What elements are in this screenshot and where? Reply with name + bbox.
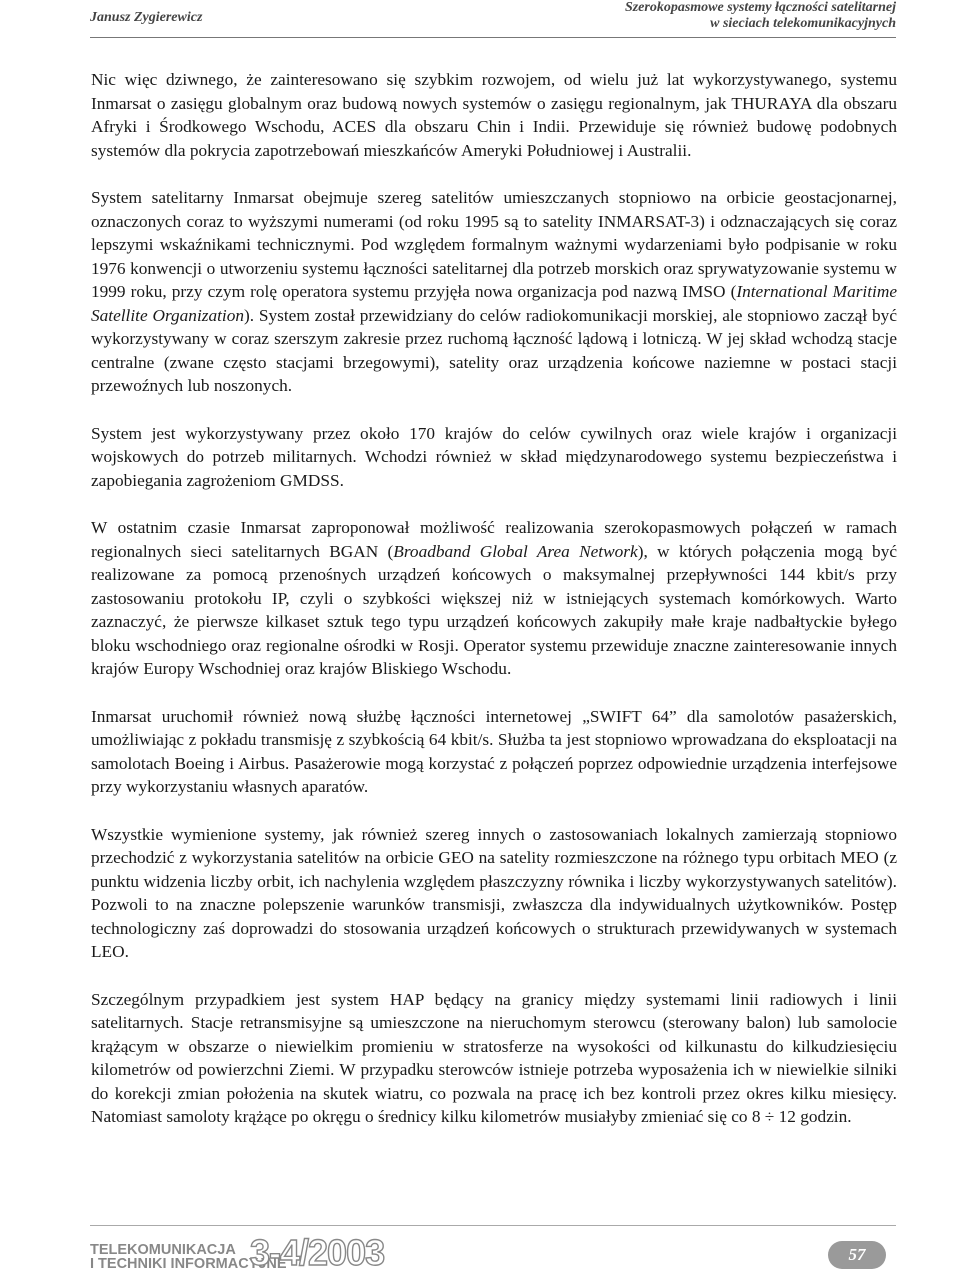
paragraph-6 [91,823,897,964]
paragraph-1 [91,68,897,162]
paragraph-text: ). System został przewidziany do celów radiokomunikacji morskiej, ale stopniowo zaczął być wykorzystywany w coraz szerszym zakresie przez ruchomą łączność lądową i lotniczą. W jej skład wchodzą stacje centralne (zwane często stacjami brzegowymi), satelity oraz urządzenia końcowe naziemne w postaci stacji przewoźnych lub noszonych. [91,305,897,395]
paragraph-4 [91,516,897,681]
paragraph-text: System jest wykorzystywany przez około 170 krajów do celów cywilnych oraz wiele krajów i organizacji wojskowych do potrzeb militarnych. Wchodzi również w skład międzynarodowego systemu bezpieczeństwa i zapobiegania zagrożeniom GMDSS. [91,423,897,490]
page-number-badge: 57 [828,1241,886,1269]
paragraph-text: Wszystkie wymienione systemy, jak również szereg innych o zastosowaniach lokalnych zamierzają stopniowo przechodzić z wykorzystania satelitów na orbicie GEO na satelity rozmieszczone na różnego typu orbitach MEO (z punktu widzenia liczby orbit, ich nachylenia względem płaszczyzny równika i liczby wykorzystywanych satelitów). Pozwoli to na znaczne polepszenie warunków transmisji, zwłaszcza dla indywidualnych użytkowników. Postęp technologiczny zaś doprowadzi do stosowania urządzeń końcowych o strukturach przewidywanych w systemach LEO. [91,824,897,961]
issue-number: 3-4/2003 [250,1232,385,1273]
running-header-title-line2: w sieciach telekomunikacyjnych [710,16,896,31]
paragraph-text: Inmarsat uruchomił również nową służbę łączności internetowej „SWIFT 64” dla samolotów pasażerskich, umożliwiając z pokładu transmisję z szybkością 64 kbit/s. Służba ta jest stopniowo wprowadzana do eksploatacji na samolotach Boeing i Airbus. Pasażerowie mogą korzystać z połączeń poprzez odpowiednie urządzenia interfejsowe przy wykorzystaniu własnych aparatów. [91,706,897,796]
running-header-title-line1: Szerokopasmowe systemy łączności satelitarnej [624,0,896,15]
bgan-full-name: Broadband Global Area Network [393,541,638,561]
running-header-author: Janusz Zygierewicz [90,10,203,25]
paragraph-5 [91,705,897,799]
article-body [91,68,897,1153]
paragraph-text: W ostatnim czasie Inmarsat zaproponował możliwość realizowania szerokopasmowych połączeń w ramach regionalnych sieci satelitarnych BGAN ( [91,518,897,561]
paragraph-text: Nic więc dziwnego, że zainteresowano się szybkim rozwojem, od wielu już lat wykorzystywanego, systemu Inmarsat o zasięgu globalnym oraz budową nowych systemów o zasięgu regionalnym, jak THURAYA dla obszaru Afryki i Środkowego Wschodu, ACES dla obszaru Chin i Indii. Przewiduje się również budowę podobnych systemów dla pokrycia zapotrzebowań mieszkańców Ameryki Południowej i Australii. [91,70,897,160]
imso-full-name: International Maritime Satellite Organization [91,282,897,325]
paragraph-3 [91,422,897,493]
paragraph-text: ), w których połączenia mogą być realizowane za pomocą przenośnych urządzeń końcowych o maksymalnej przepływności 144 kbit/s przy zastosowaniu protokołu IP, czyli o szybkości większej niż w istniejących systemach komórkowych. Warto zaznaczyć, że pierwsze kilkaset sztuk tego typu urządzeń końcowych zakupiły małe kraje nadbałtyckie byłego bloku wschodniego oraz regionalne ośrodki w Rosji. Operator systemu przewiduje znaczne zainteresowanie innych krajów Europy Wschodniej oraz krajów Bliskiego Wschodu. [91,541,898,678]
paragraph-2 [91,186,897,398]
paragraph-7 [91,988,897,1129]
paragraph-text: System satelitarny Inmarsat obejmuje szereg satelitów umieszczanych stopniowo na orbicie geostacjonarnej, oznaczonych coraz to wyższymi numerami (od roku 1995 są to satelity INMARSAT-3) i odznaczających się coraz lepszymi wskaźnikami technicznymi. Pod względem formalnym ważnymi wydarzeniami było podpisanie w roku 1976 konwencji o utworzeniu systemu łączności satelitarnej dla potrzeb morskich oraz sprywatyzowanie systemu w 1999 roku, przy czym rolę operatora systemu przyjęła nowa organizacja pod nazwą IMSO ( [91,188,897,301]
header-rule [90,37,896,38]
journal-name-line2: I TECHNIKI INFORMACYJNE [90,1256,287,1272]
journal-name-line1: TELEKOMUNIKACJA [90,1242,236,1258]
running-header-title [625,0,896,32]
paragraph-text: Szczególnym przypadkiem jest system HAP będący na granicy między systemami linii radiowych i linii satelitarnych. Stacje retransmisyjne są umieszczone na nieruchomym sterowcu (sterowany balon) lub samolocie krążącym w obszarze o niewielkim promieniu w stratosferze na wysokości od kilkunastu do kilkudziesięciu kilometrów od powierzchni Ziemi. W przypadku sterowców istnieje potrzeba wyposażenia ich w niewielkie silniki do korekcji zmian położenia na skutek wiatru, co pozwala na pracę ich bez kontroli przez okres kilku miesięcy. Natomiast samoloty krążące po okręgu o średnicy kilku kilometrów musiałyby zmieniać się co 8 ÷ 12 godzin. [91,989,897,1126]
footer-rule [90,1225,896,1226]
